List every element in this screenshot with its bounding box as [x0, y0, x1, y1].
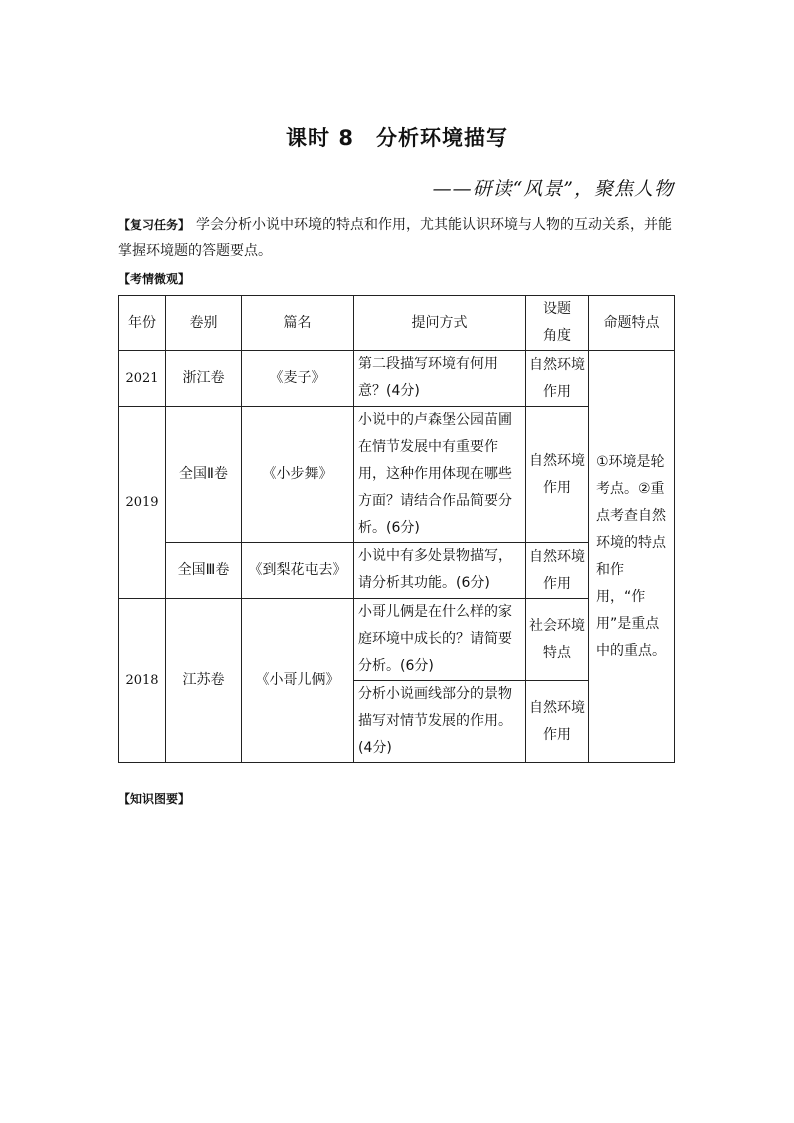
header-year: 年份: [119, 296, 166, 351]
cell-piece: 《小哥儿俩》: [242, 599, 354, 763]
cell-piece: 《麦子》: [242, 351, 354, 407]
review-task-text: 学会分析小说中环境的特点和作用，尤其能认识环境与人物的互动关系，并能掌握环境题的答题要点。: [118, 217, 673, 259]
exam-table: [118, 295, 675, 763]
cell-question: 第二段描写环境有何用意？(4分): [354, 351, 526, 407]
cell-year: 2021: [119, 351, 166, 407]
cell-paper: 江苏卷: [166, 599, 242, 763]
header-paper: 卷别: [166, 296, 242, 351]
cell-piece: 《到梨花屯去》: [242, 543, 354, 599]
page-subtitle: ——研读“风景”，聚焦人物: [432, 178, 674, 200]
cell-question: 小哥儿俩是在什么样的家庭环境中成长的？请简要分析。(6分): [354, 599, 526, 681]
cell-question: 小说中的卢森堡公园苗圃在情节发展中有重要作用，这种作用体现在哪些方面？请结合作品简要分析。(6分): [354, 407, 526, 543]
cell-angle: 自然环境作用: [526, 351, 589, 407]
header-question: 提问方式: [354, 296, 526, 351]
cell-question: 分析小说画线部分的景物描写对情节发展的作用。(4分): [354, 681, 526, 763]
cell-paper: 浙江卷: [166, 351, 242, 407]
cell-piece: 《小步舞》: [242, 407, 354, 543]
table-row: [119, 351, 675, 407]
header-angle: [526, 296, 589, 351]
review-task-tag: 【复习任务】: [118, 218, 191, 232]
header-angle-line1: 设题: [543, 301, 571, 317]
page-title: 课时 8 分析环境描写: [286, 126, 508, 150]
cell-angle: 自然环境作用: [526, 543, 589, 599]
table-header-row: [119, 296, 675, 351]
cell-year: 2019: [119, 407, 166, 599]
knowledge-map-label: 【知识图要】: [118, 792, 191, 806]
header-feature: 命题特点: [589, 296, 675, 351]
header-piece: 篇名: [242, 296, 354, 351]
review-task: [118, 212, 676, 264]
cell-question: 小说中有多处景物描写，请分析其功能。(6分): [354, 543, 526, 599]
header-angle-line2: 角度: [543, 328, 571, 344]
exam-overview-label: 【考情微观】: [118, 272, 191, 286]
cell-paper: 全国Ⅲ卷: [166, 543, 242, 599]
cell-paper: 全国Ⅱ卷: [166, 407, 242, 543]
cell-angle: 自然环境作用: [526, 681, 589, 763]
cell-angle: 自然环境作用: [526, 407, 589, 543]
cell-year: 2018: [119, 599, 166, 763]
cell-feature: ①环境是轮考点。②重点考查自然环境的特点和作用，“作用”是重点中的重点。: [589, 351, 675, 763]
cell-angle: 社会环境特点: [526, 599, 589, 681]
